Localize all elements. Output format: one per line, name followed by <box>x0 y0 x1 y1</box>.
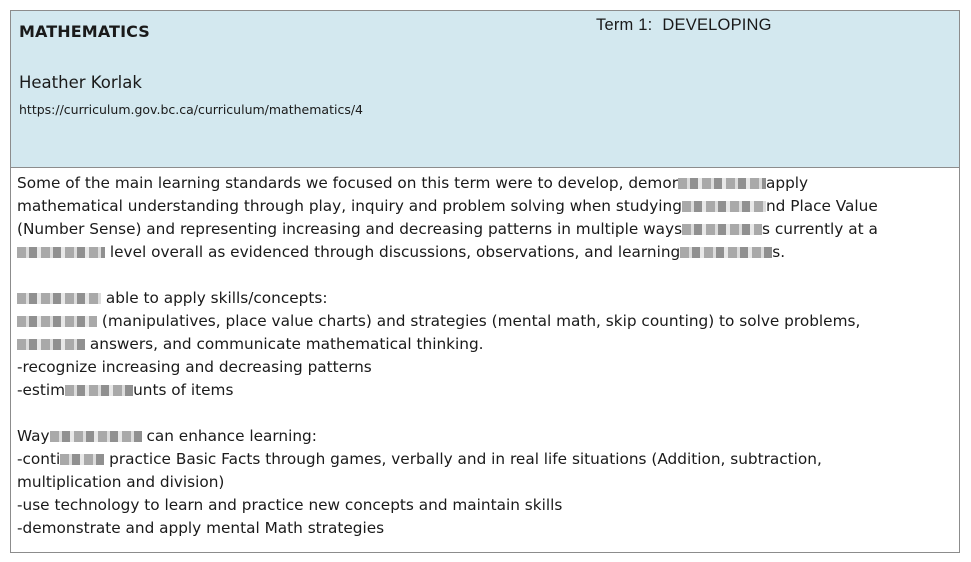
comment-line: -estim unts of items <box>17 381 234 399</box>
redaction-mark <box>680 247 772 258</box>
comment-line: (Number Sense) and representing increasing and decreasing patterns in multiple ways s currently at a <box>17 220 878 238</box>
comment-line: (manipulatives, place value charts) and strategies (mental math, skip counting) to solve problems, <box>17 310 953 333</box>
comment-line: answers, and communicate mathematical thinking. <box>17 333 953 356</box>
comment-line: -use technology to learn and practice new concepts and maintain skills <box>17 496 563 514</box>
comment-line: multiplication and division) <box>17 473 225 491</box>
redaction-mark <box>17 339 85 350</box>
redaction-mark <box>50 431 142 442</box>
report-card-table <box>10 10 960 553</box>
term-label: Term 1: <box>596 16 653 34</box>
comment-body-cell <box>11 168 959 552</box>
redaction-mark <box>17 316 97 327</box>
subject-header-cell <box>11 11 959 168</box>
redaction-mark <box>678 178 766 189</box>
comment-line: mathematical understanding through play, inquiry and problem solving when studying nd Place Value <box>17 197 878 215</box>
comment-line: Way can enhance learning: <box>17 427 317 445</box>
comment-line: -demonstrate and apply mental Math strategies <box>17 519 385 537</box>
term-level: DEVELOPING <box>662 16 772 34</box>
term-rating <box>596 16 772 35</box>
comment-line: able to apply skills/concepts: <box>17 287 953 310</box>
curriculum-url: https://curriculum.gov.bc.ca/curriculum/mathematics/4 <box>19 102 363 117</box>
comment-line: level overall as evidenced through discussions, observations, and learning s. <box>17 241 953 264</box>
redaction-mark <box>17 293 101 304</box>
comment-line: -conti practice Basic Facts through games, verbally and in real life situations (Addition, subtraction, <box>17 450 822 468</box>
redaction-mark <box>65 385 133 396</box>
redaction-mark <box>682 224 762 235</box>
comment-line: -recognize increasing and decreasing patterns <box>17 358 372 376</box>
teacher-name: Heather Korlak <box>19 73 142 92</box>
redaction-mark <box>17 247 105 258</box>
redaction-mark <box>60 454 104 465</box>
redaction-mark <box>682 201 766 212</box>
subject-title: MATHEMATICS <box>19 22 150 41</box>
comment-line: Some of the main learning standards we focused on this term were to develop, demor apply <box>17 174 809 192</box>
